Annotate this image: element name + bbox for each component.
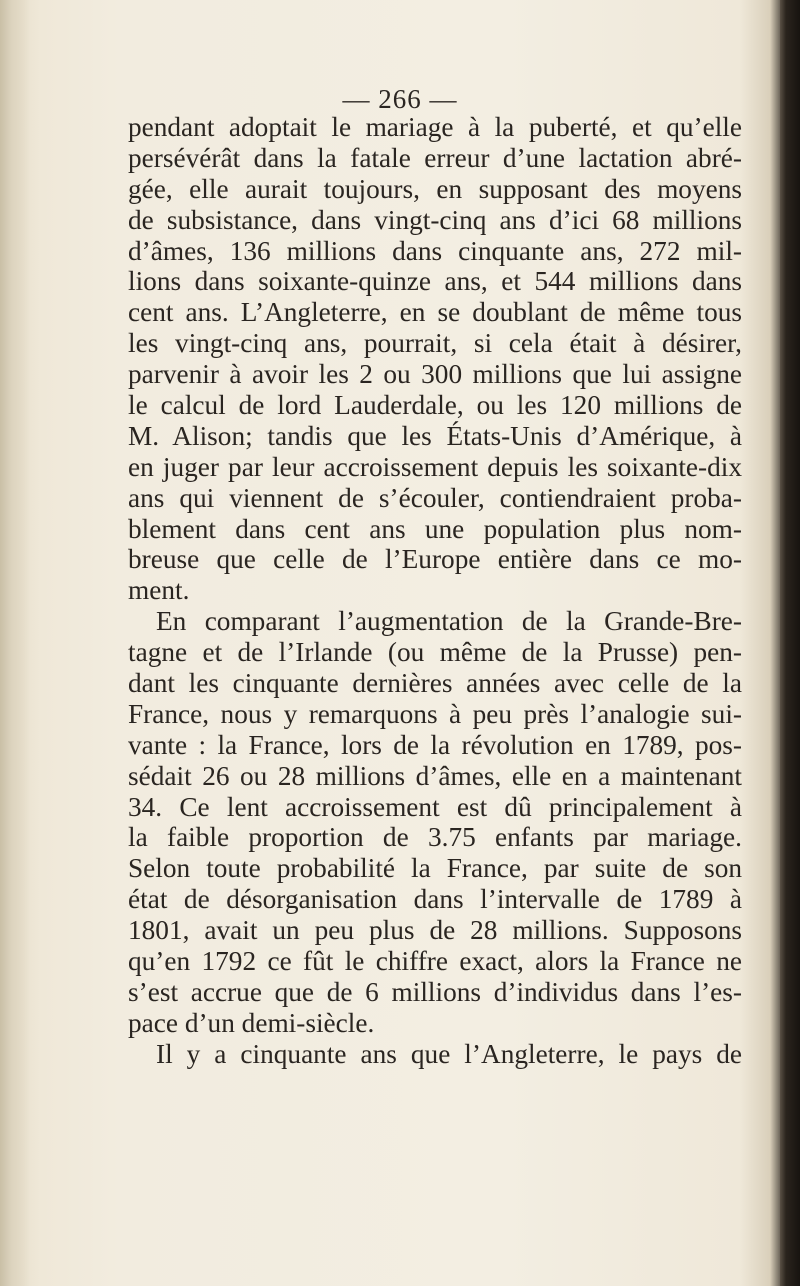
- text-line: s’est accrue que de 6 millions d’individus dans l’es-: [128, 976, 742, 1007]
- page-number: — 266 —: [342, 84, 458, 114]
- text-line: de subsistance, dans vingt-cinq ans d’ici 68 millions: [128, 204, 742, 235]
- body-text: [128, 112, 742, 1070]
- text-line: 34. Ce lent accroissement est dû principalement à: [128, 791, 742, 822]
- text-line: Il y a cinquante ans que l’Angleterre, le pays de: [156, 1038, 742, 1069]
- text-line: cent ans. L’Angleterre, en se doublant de même tous: [128, 297, 742, 328]
- text-line: parvenir à avoir les 2 ou 300 millions que lui assigne: [128, 359, 742, 390]
- text-line: blement dans cent ans une population plus nom-: [128, 513, 742, 544]
- text-line: d’âmes, 136 millions dans cinquante ans, 272 mil-: [128, 235, 742, 266]
- text-line: France, nous y remarquons à peu près l’analogie sui-: [128, 698, 742, 729]
- text-line: ans qui viennent de s’écouler, contiendraient proba-: [128, 482, 742, 513]
- text-line: gée, elle aurait toujours, en supposant des moyens: [128, 173, 742, 204]
- text-line: en juger par leur accroissement depuis les soixante-dix: [128, 451, 742, 482]
- text-line: la faible proportion de 3.75 enfants par mariage.: [128, 822, 742, 853]
- text-line: persévérât dans la fatale erreur d’une lactation abré-: [128, 142, 742, 173]
- text-line: En comparant l’augmentation de la Grande-Bre-: [156, 606, 742, 637]
- text-line: dant les cinquante dernières années avec celle de la: [128, 668, 742, 699]
- page-binding-shadow: [780, 0, 800, 1286]
- text-line: M. Alison; tandis que les États-Unis d’Amérique, à: [128, 420, 742, 451]
- text-line: 1801, avait un peu plus de 28 millions. Supposons: [128, 915, 742, 946]
- text-line: ment.: [128, 575, 190, 606]
- text-line: vante : la France, lors de la révolution en 1789, pos-: [128, 729, 742, 760]
- text-line: breuse que celle de l’Europe entière dans ce mo-: [128, 544, 742, 575]
- text-line: les vingt-cinq ans, pourrait, si cela était à désirer,: [128, 328, 742, 359]
- page-left-edge: [0, 0, 30, 1286]
- text-line: pace d’un demi-siècle.: [128, 1007, 375, 1038]
- text-line: pendant adoptait le mariage à la puberté, et qu’elle: [128, 112, 742, 142]
- text-line: état de désorganisation dans l’intervalle de 1789 à: [128, 884, 742, 915]
- text-line: qu’en 1792 ce fût le chiffre exact, alors la France ne: [128, 946, 742, 977]
- text-line: Selon toute probabilité la France, par suite de son: [128, 853, 742, 884]
- text-line: le calcul de lord Lauderdale, ou les 120 millions de: [128, 390, 742, 421]
- text-line: lions dans soixante-quinze ans, et 544 millions dans: [128, 266, 742, 297]
- text-line: sédait 26 ou 28 millions d’âmes, elle en a maintenant: [128, 760, 742, 791]
- text-line: tagne et de l’Irlande (ou même de la Prusse) pen-: [128, 637, 742, 668]
